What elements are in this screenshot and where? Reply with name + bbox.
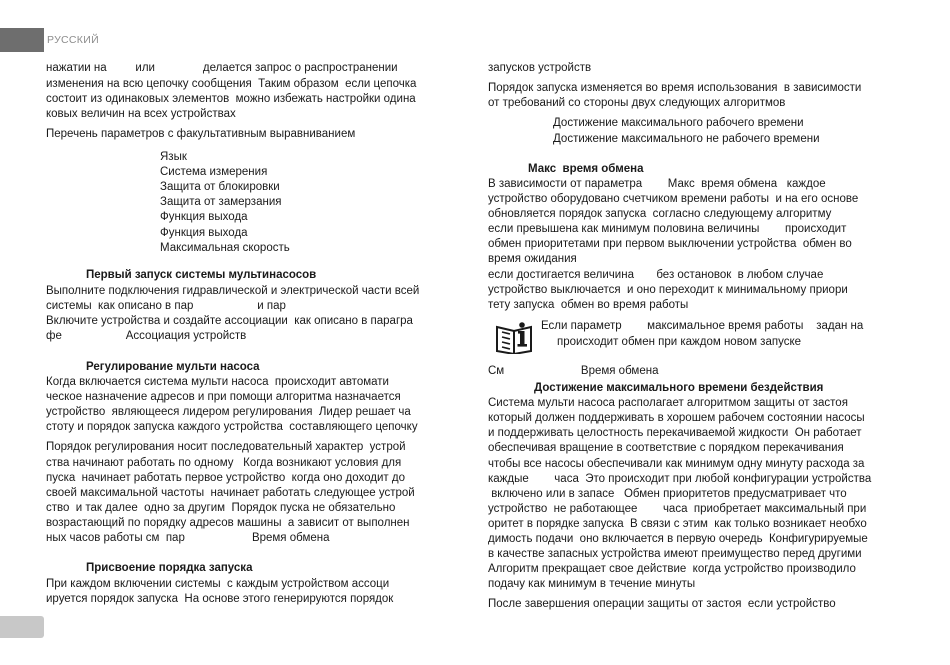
- paragraph-line: ство и так далее одно за другим Порядок пуска не обязательно: [46, 502, 396, 514]
- paragraph-line: Алгоритм прекращает свое действие когда устройство производило: [488, 563, 856, 575]
- language-tab: [0, 28, 44, 52]
- paragraph-line: ных часов работы см пар Время обмена: [46, 532, 330, 544]
- paragraph-line: пуска начинает работать первое устройство когда оно доходит до: [46, 472, 405, 484]
- paragraph-line: состоит из одинаковых элементов можно избежать настройки одина: [46, 93, 416, 105]
- paragraph-line: ируется порядок запуска На основе этого генерируются порядок: [46, 593, 394, 605]
- paragraph-line: В зависимости от параметра Макс время обмена каждое: [488, 178, 826, 190]
- param-list-item: Функция выхода: [160, 211, 248, 223]
- note-line: происходит обмен при каждом новом запуске: [557, 336, 801, 348]
- param-list-item: Функция выхода: [160, 227, 248, 239]
- page-number-tab: [0, 616, 44, 638]
- param-list-item: Максимальная скорость: [160, 242, 290, 254]
- paragraph-line: каждые часа Это происходит при любой конфигурации устройства: [488, 473, 872, 485]
- paragraph-line: обновляется порядок запуска согласно следующему алгоритму: [488, 208, 832, 220]
- section-title-regulation: Регулирование мульти насоса: [86, 361, 260, 373]
- param-list-item: Защита от замерзания: [160, 196, 282, 208]
- paragraph-line: ства начинают работать по одному Когда возникают условия для: [46, 457, 402, 469]
- paragraph-line: После завершения операции защиты от застоя если устройство: [488, 598, 836, 610]
- param-list-item: Язык: [160, 151, 187, 163]
- algorithm-list-item: Достижение максимального не рабочего времени: [553, 133, 820, 145]
- paragraph-line: устройство не работающее часа приобретает максимальный при: [488, 503, 867, 515]
- paragraph-line: димость подачи оно включается в первую очередь Конфигурируемые: [488, 533, 868, 545]
- paragraph-line: Перечень параметров с факультативным выравниванием: [46, 128, 356, 140]
- paragraph-line: фе Ассоциация устройств: [46, 330, 247, 342]
- note-line: Если параметр максимальное время работы задан на: [541, 320, 864, 332]
- see-reference: См Время обмена: [488, 365, 659, 377]
- paragraph-line: оритет в порядке запуска В связи с этим как только возникает необхо: [488, 518, 867, 530]
- paragraph-line: Включите устройства и создайте ассоциации как описано в парагра: [46, 315, 413, 327]
- paragraph-line: запусков устройств: [488, 62, 592, 74]
- paragraph-line: чтобы все насосы обеспечивали как минимум одну минуту расхода за: [488, 458, 865, 470]
- paragraph-line: устройство выключается и оно переходит к минимальному приори: [488, 284, 848, 296]
- info-book-icon: [494, 320, 534, 354]
- section-title-start-order: Присвоение порядка запуска: [86, 562, 253, 574]
- paragraph-line: если достигается величина без остановок в любом случае: [488, 269, 824, 281]
- param-list-item: Защита от блокировки: [160, 181, 280, 193]
- paragraph-line: если превышена как минимум половина величины происходит: [488, 223, 847, 235]
- paragraph-line: ковых величин на всех устройствах: [46, 108, 236, 120]
- paragraph-line: включено или в запасе Обмен приоритетов предусматривает что: [488, 488, 847, 500]
- paragraph-line: ческое назначение адресов и при помощи алгоритма назначается: [46, 391, 401, 403]
- paragraph-line: обеспечивая вращение в соответствие с порядком перекачивания: [488, 442, 844, 454]
- language-label: РУССКИЙ: [47, 34, 99, 46]
- paragraph-line: нажатии на или делается запрос о распространении: [46, 62, 398, 74]
- paragraph-line: Порядок регулирования носит последовательный характер устрой: [46, 441, 406, 453]
- param-list-item: Система измерения: [160, 166, 268, 178]
- paragraph-line: Система мульти насоса располагает алгоритмом защиты от застоя: [488, 397, 848, 409]
- paragraph-line: Порядок запуска изменяется во время использования в зависимости: [488, 82, 862, 94]
- section-title-idle-time: Достижение максимального времени бездействия: [534, 382, 824, 394]
- paragraph-line: устройство являющееся лидером регулирования Лидер решает ча: [46, 406, 411, 418]
- section-title-first-start: Первый запуск системы мультинасосов: [86, 269, 317, 281]
- paragraph-line: возрастающий по порядку адресов машины а зависит от выполнен: [46, 517, 410, 529]
- paragraph-line: подачу как минимум в течение минуты: [488, 578, 696, 590]
- section-title-max-exchange: Макс время обмена: [528, 163, 644, 175]
- paragraph-line: в качестве запасных устройства имеют преимущество перед другими: [488, 548, 862, 560]
- paragraph-line: При каждом включении системы с каждым устройством ассоци: [46, 578, 390, 590]
- paragraph-line: от требований со стороны двух следующих алгоритмов: [488, 97, 786, 109]
- paragraph-line: который должен поддерживать в хорошем рабочем состоянии насосы: [488, 412, 865, 424]
- algorithm-list-item: Достижение максимального рабочего времени: [553, 117, 804, 129]
- paragraph-line: и поддерживать целостность перекачиваемой жидкости Он работает: [488, 427, 862, 439]
- paragraph-line: время ожидания: [488, 253, 577, 265]
- paragraph-line: системы как описано в пар и пар: [46, 300, 286, 312]
- paragraph-line: стоту и порядок запуска каждого устройства составляющего цепочку: [46, 421, 418, 433]
- paragraph-line: своей максимальной частоты начинает работать следующее устрой: [46, 487, 415, 499]
- paragraph-line: обмен приоритетами при первом выключении устройства обмен во: [488, 238, 852, 250]
- paragraph-line: тету запуска обмен во время работы: [488, 299, 689, 311]
- paragraph-line: устройство оборудовано счетчиком времени работы и на его основе: [488, 193, 859, 205]
- paragraph-line: Когда включается система мульти насоса происходит автомати: [46, 376, 389, 388]
- paragraph-line: Выполните подключения гидравлической и электрической части всей: [46, 285, 420, 297]
- paragraph-line: изменения на всю цепочку сообщения Таким образом если цепочка: [46, 78, 417, 90]
